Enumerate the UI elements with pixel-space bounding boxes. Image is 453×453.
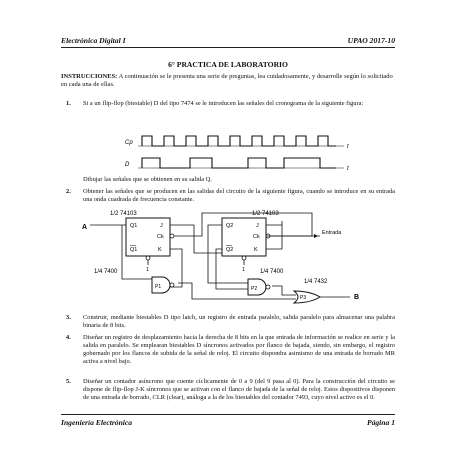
cp-waveform bbox=[142, 136, 336, 146]
entrada-arrow bbox=[314, 234, 318, 238]
or-gate-label: 1/4 7432 bbox=[304, 279, 328, 285]
nand-p1-bubble bbox=[170, 283, 174, 287]
ff2-clear-one: 1 bbox=[242, 267, 246, 273]
ff1-k-label: K bbox=[158, 247, 162, 253]
ff1-clear-bubble bbox=[146, 256, 150, 260]
input-a-label: A bbox=[82, 224, 88, 231]
nand-p2-bubble bbox=[266, 285, 270, 289]
ff1-ck-label: Ck bbox=[157, 234, 164, 240]
header-term: UPAO 2017-10 bbox=[347, 36, 395, 45]
d-label: D bbox=[125, 162, 130, 168]
p2-label: P2 bbox=[251, 286, 258, 292]
question-number: 4. bbox=[66, 334, 71, 341]
circuit-diagram bbox=[82, 207, 372, 311]
footer-page-number: Página 1 bbox=[366, 418, 395, 427]
instructions bbox=[61, 73, 395, 89]
cp-label: Cp bbox=[125, 140, 133, 146]
p1-label: P1 bbox=[155, 284, 162, 290]
question-text: Diseñar un registro de desplazamiento hacia la derecha de 8 bits en la que entrada de información se realice en serie y la salida en paralelo. Se emplearan biestables D síncronos activados por flanco de bajada, siendo, sin embargo, el registro gobernado por los flancos de subida de la señal de reloj. El circuito dispondra asimismo de una entrada de borrado MR activa a nivel bajo. bbox=[83, 334, 395, 366]
ff2-j-label: J bbox=[256, 223, 259, 229]
ff1-clear-one: 1 bbox=[146, 267, 150, 273]
question-number: 2. bbox=[66, 188, 71, 195]
ff1-qbar-label: Q1 bbox=[130, 247, 138, 253]
t-label-d: t bbox=[347, 166, 349, 172]
question-number: 3. bbox=[66, 314, 71, 321]
question-1-followup: Dibujar las señales que se obtienen en su salida Q. bbox=[83, 176, 212, 183]
p3-label: P3 bbox=[300, 295, 307, 301]
d-waveform bbox=[142, 158, 336, 168]
page-title: 6° PRACTICA DE LABORATORIO bbox=[168, 60, 288, 69]
ff2-ck-label: Ck bbox=[253, 234, 260, 240]
t-label-cp: t bbox=[347, 144, 349, 150]
header-rule bbox=[61, 47, 395, 48]
question-text: Construir, mediante biestables D tipo latch, un registro de entrada paralelo, salida paralelo para almacenar una palabra binaria de 8 bits. bbox=[83, 314, 395, 330]
ff1-clock-bubble bbox=[170, 234, 174, 238]
footer-rule bbox=[61, 414, 395, 415]
entrada-label: Entrada bbox=[322, 230, 342, 236]
ff2-qbar-label: Q2 bbox=[226, 247, 234, 253]
header-course: Electrónica Digital I bbox=[61, 36, 126, 45]
output-b-label: B bbox=[354, 294, 360, 301]
timing-diagram bbox=[120, 128, 355, 176]
ff2-k-label: K bbox=[254, 247, 258, 253]
question-text: Obtener las señales que se producen en las salidas del circuito de la siguiente figura, cuando se introduce en su entrada una onda cuadrada de frecuencia constante. bbox=[83, 188, 395, 204]
ff2-q-label: Q2 bbox=[226, 223, 234, 229]
ff1-j-label: J bbox=[160, 223, 163, 229]
page-footer bbox=[61, 418, 395, 430]
question-text: Diseñar un contador asíncrono que cuente cíclicamente de 0 a 9 (del 9 pasa al 0). Para la construcción del circuito se dispone de flip-flop J-K síncronos que se activan con el flanco de bajada de la señal de reloj. Estos dispositivos disponen de una entrada de borrado, CLR (clear), análoga a la de los biestables del contador 7493, cuyo nivel activo es el 0. bbox=[83, 378, 395, 402]
or-gate-p3 bbox=[294, 291, 320, 303]
footer-department: Ingeniería Electrónica bbox=[61, 418, 133, 427]
ic1-label: 1/2 74103 bbox=[110, 211, 137, 217]
instructions-text: A continuación se le presenta una serie de preguntas, lea cuidadosamente, y desarrolle según lo solicitado en cada una de ellas. bbox=[61, 73, 393, 89]
question-number: 5. bbox=[66, 378, 71, 385]
instructions-label: INSTRUCCIONES: bbox=[61, 73, 118, 80]
nand-2-label: 1/4 7400 bbox=[260, 269, 284, 275]
ff1-q-label: Q1 bbox=[130, 223, 138, 229]
ff2-clear-bubble bbox=[242, 256, 246, 260]
nand-1-label: 1/4 7400 bbox=[94, 269, 118, 275]
ic2-label: 1/2 74103 bbox=[252, 211, 279, 217]
question-number: 1. bbox=[66, 100, 71, 107]
question-text: Si a un flip-flop (biestable) D del tipo 7474 se le introducen las señales del cronograma de la siguiente figura: bbox=[83, 100, 364, 107]
